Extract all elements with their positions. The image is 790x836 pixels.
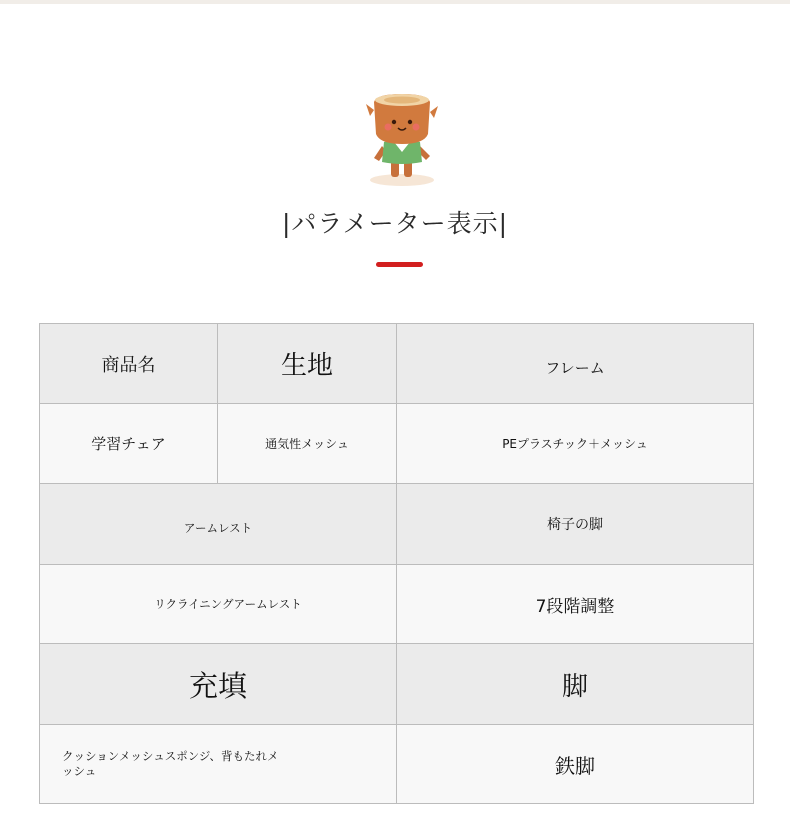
- top-divider: [0, 0, 790, 4]
- table-cell: 椅子の脚: [397, 484, 754, 565]
- tree-stump-mascot-icon: [364, 88, 440, 188]
- table-cell: PEプラスチック＋メッシュ: [397, 404, 754, 484]
- table-cell: [397, 324, 754, 404]
- table-cell-text: リクライニングアームレスト: [154, 597, 302, 611]
- table-cell: 充填: [40, 644, 397, 725]
- title-underline: [376, 262, 423, 267]
- table-cell-text: クッションメッシュスポンジ、背もたれメッシュ: [62, 749, 279, 778]
- table-row: [40, 324, 754, 404]
- table-row: [40, 644, 754, 725]
- table-cell: [40, 565, 397, 644]
- table-row: [40, 565, 754, 644]
- table-cell: 脚: [397, 644, 754, 725]
- page-title: |パラメーター表示|: [281, 209, 509, 238]
- parameter-table: [39, 323, 754, 804]
- table-cell-text: フレーム: [545, 359, 605, 377]
- table-cell: 通気性メッシュ: [218, 404, 397, 484]
- table-cell: 鉄脚: [397, 725, 754, 804]
- table-row: [40, 484, 754, 565]
- table-row: [40, 725, 754, 804]
- table-cell: 商品名: [40, 324, 218, 404]
- table-cell: 7段階調整: [397, 565, 754, 644]
- table-cell: [40, 484, 397, 565]
- table-cell: 学習チェア: [40, 404, 218, 484]
- table-row: [40, 404, 754, 484]
- table-cell-text: アームレスト: [183, 521, 253, 535]
- table-cell: 生地: [218, 324, 397, 404]
- table-cell: [40, 725, 397, 804]
